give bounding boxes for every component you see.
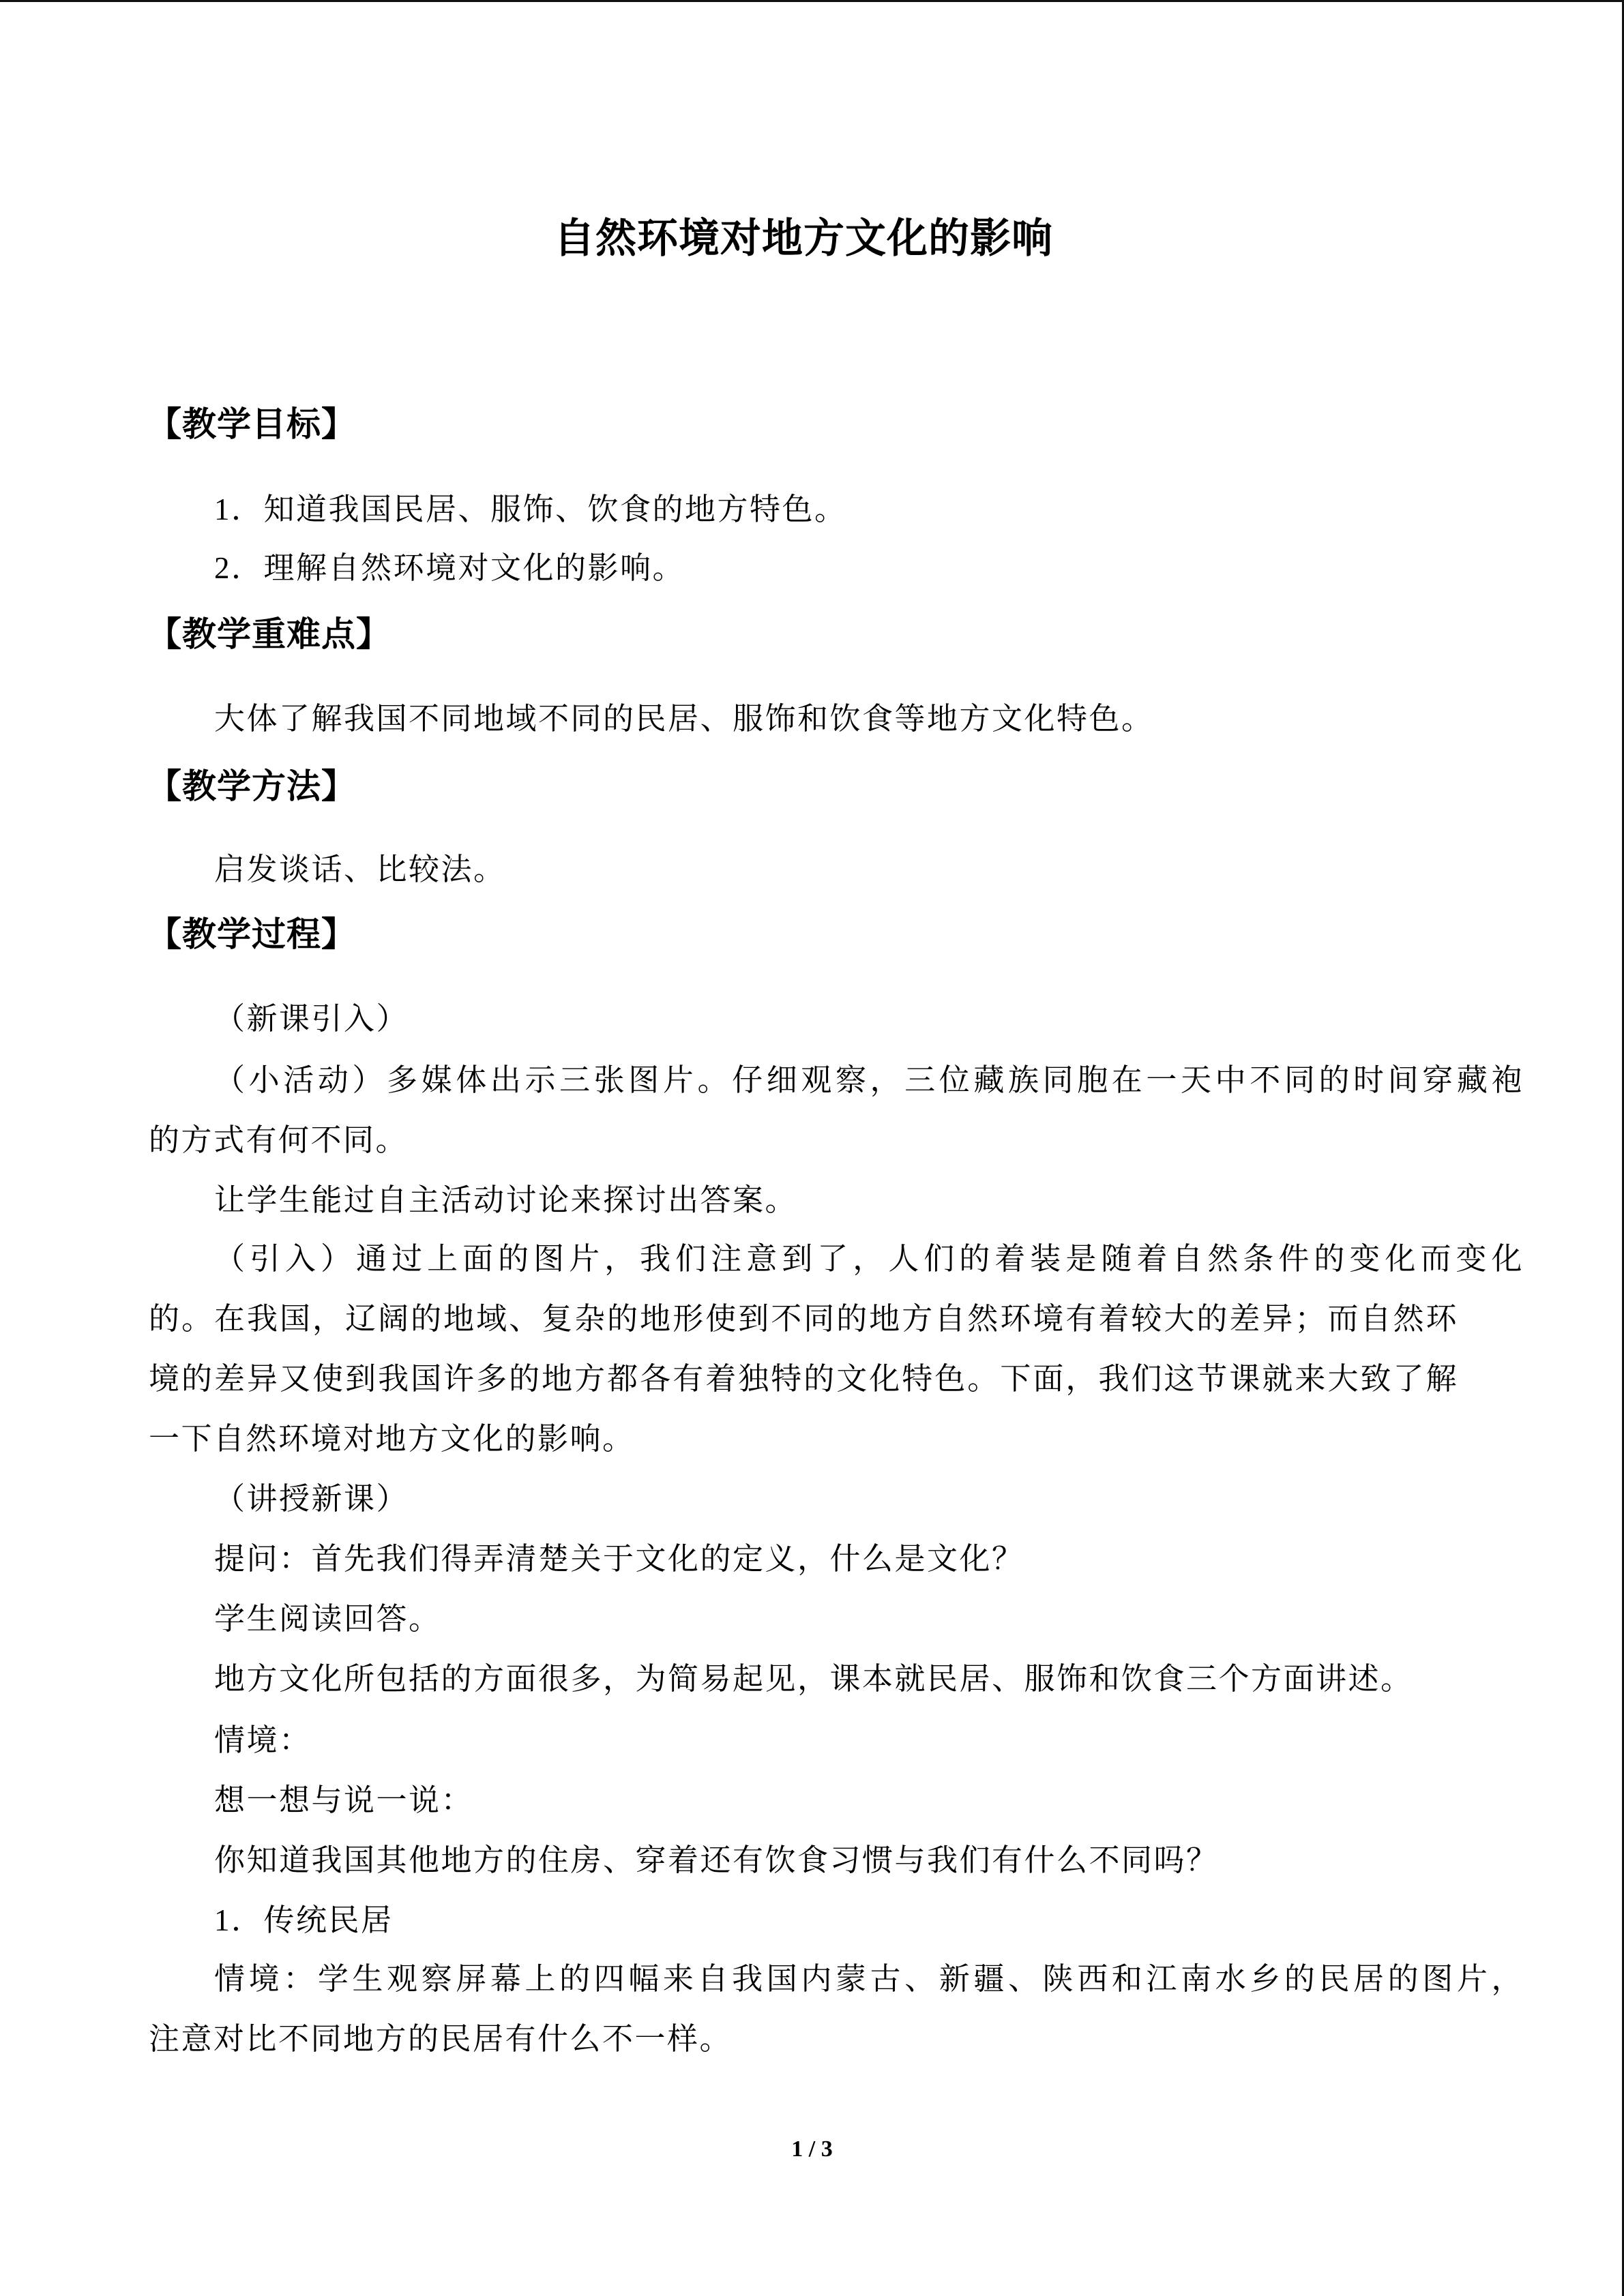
objective-item-2: 2．理解自然环境对文化的影响。 — [214, 551, 685, 585]
methods-text: 启发谈话、比较法。 — [214, 852, 506, 886]
process-line: 你知道我国其他地方的住房、穿着还有饮食习惯与我们有什么不同吗？ — [214, 1843, 1219, 1877]
page-border-top — [0, 0, 1624, 2]
process-line: 学生阅读回答。 — [214, 1602, 441, 1636]
section-heading-process: 【教学过程】 — [147, 915, 356, 953]
section-heading-key-points: 【教学重难点】 — [147, 615, 391, 653]
process-line: 注意对比不同地方的民居有什么不一样。 — [149, 2022, 733, 2056]
process-line: （引入）通过上面的图片，我们注意到了，人们的着装是随着自然条件的变化而变化 — [214, 1242, 1524, 1276]
process-line: 的方式有何不同。 — [149, 1123, 409, 1157]
process-line: 1．传统民居 — [214, 1903, 394, 1937]
document-title: 自然环境对地方文化的影响 — [554, 216, 1053, 261]
key-points-text: 大体了解我国不同地域不同的民居、服饰和饮食等地方文化特色。 — [214, 702, 1154, 736]
process-line: 的。在我国，辽阔的地域、复杂的地形使到不同的地方自然环境有着较大的差异；而自然环 — [149, 1302, 1458, 1336]
process-line: 让学生能过自主活动讨论来探讨出答案。 — [214, 1183, 798, 1217]
process-line: 想一想与说一说： — [214, 1783, 474, 1817]
process-line: 一下自然环境对地方文化的影响。 — [149, 1422, 635, 1456]
section-heading-objectives: 【教学目标】 — [147, 405, 356, 443]
process-line: （新课引入） — [214, 1002, 409, 1036]
objective-item-1: 1．知道我国民居、服饰、饮食的地方特色。 — [214, 492, 847, 526]
process-line: 地方文化所包括的方面很多，为简易起见，课本就民居、服饰和饮食三个方面讲述。 — [214, 1662, 1413, 1696]
section-heading-methods: 【教学方法】 — [147, 767, 356, 805]
process-line: 提问：首先我们得弄清楚关于文化的定义，什么是文化？ — [214, 1542, 1024, 1576]
page-number: 1 / 3 — [791, 2136, 833, 2162]
process-line: （小活动）多媒体出示三张图片。仔细观察，三位藏族同胞在一天中不同的时间穿藏袍 — [214, 1063, 1524, 1097]
process-line: （讲授新课） — [214, 1482, 409, 1516]
process-line: 境的差异又使到我国许多的地方都各有着独特的文化特色。下面，我们这节课就来大致了解 — [149, 1362, 1458, 1396]
process-line: 情境： — [214, 1723, 312, 1757]
process-line: 情境：学生观察屏幕上的四幅来自我国内蒙古、新疆、陕西和江南水乡的民居的图片， — [214, 1962, 1524, 1996]
